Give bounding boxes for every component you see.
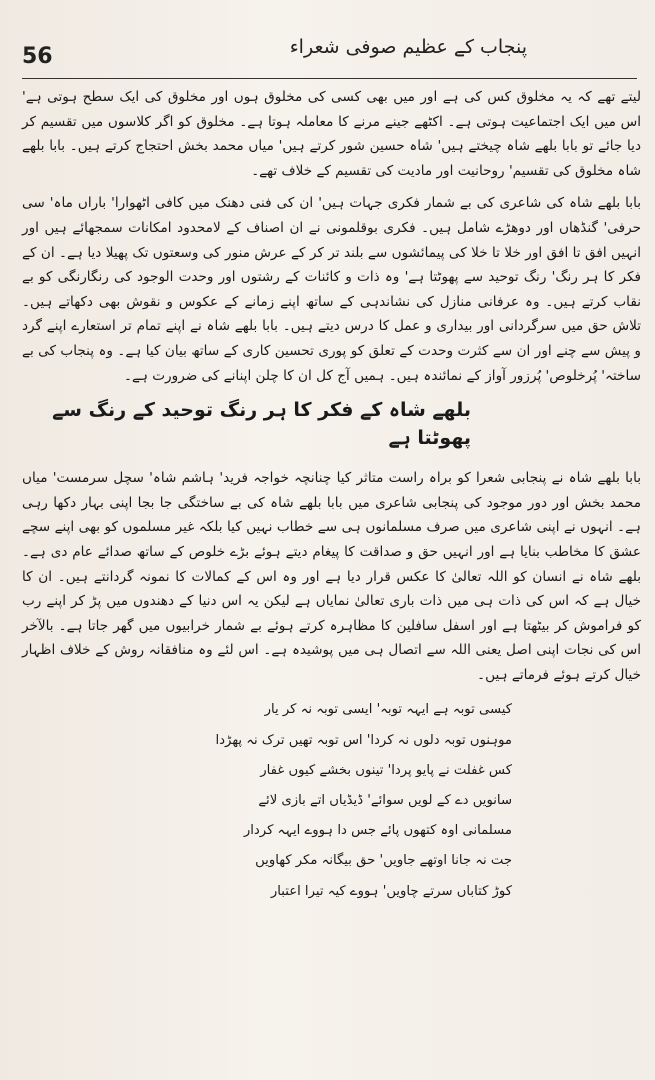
paragraph-2: بابا بلھے شاہ کی شاعری کی بے شمار فکری جہات ہیں' ان کی فنی دھنک میں کافی اٹھوارا' باراں ماہ' سی حرفی' گنڈھاں اور دوھڑے شامل ہیں۔ فکری بوقلمونی نے ان اصناف کے لامحدود امکانات سمجھائے ہیں اور انہیں افق تا افق اور خلا تا خلا کی پیمائشوں سے بلند تر کر کے عرش منور کی وسعتوں تک پھیلا دیا ہے۔ ان کے فکر کا ہر رنگ' رنگ توحید سے پھوٹتا ہے' وہ ذات و کائنات کے رشتوں اور وحدت الوجود کی رنگارنگی کو بے نقاب کرتے ہیں۔ وہ عرفانی منازل کی نشاندہی کے ساتھ اپنے زمانے کے عکوس و نقوش بھی دکھاتے ہیں۔ تلاش حق میں سرگردانی اور بیداری و عمل کا درس دیتے ہیں۔ بابا بلھے شاہ نے اپنے تمام تر استعارے اپنے گرد و پیش سے چنے اور ان سے کثرت وحدت کے تعلق کو پوری تحسین کاری کے ساتھ بیان کیا ہے۔ وہ پنجاب کی بے ساختہ' پُرخلوص' پُرزور آواز کے نمائندہ ہیں۔ ہمیں آج کل ان کا چلن اپنانے کی ضرورت ہے۔ [22, 195, 641, 384]
section-subheading: بلھے شاہ کے فکر کا ہر رنگ توحید کے رنگ سے پھوٹتا ہے [52, 399, 471, 450]
paragraph-1: لیتے تھے کہ یہ مخلوق کس کی ہے اور میں بھی کسی کی مخلوق ہوں اور مخلوق کی ایک سطح ہوتی ہے' اس میں ایک اجتماعیت ہوتی ہے۔ اکٹھے جینے مرنے کا معاملہ ہوتا ہے۔ مخلوق کو اگر کلاسوں میں تقسیم کر دیا جائے تو بابا بلھے شاہ چیختے ہیں' شاہ حسین شور کرتے ہیں' میاں محمد بخش احتجاج کرتے ہیں۔ بابا بلھے شاہ مخلوق کی تقسیم' روحانیت اور مادیت کی تقسیم کے خلاف تھے۔ [22, 89, 641, 179]
verse-line: مسلمانی اوہ کتھوں پائے جس دا ہووے ایہہ کردار [243, 823, 512, 839]
verse-line: کیسی توبہ ہے ایہہ توبہ' ایسی توبہ نہ کر یار [264, 702, 512, 718]
paragraph-3: بابا بلھے شاہ نے پنجابی شعرا کو براہ راست متاثر کیا چنانچہ خواجہ فرید' ہاشم شاہ' سچل سرمست' میاں محمد بخش اور دور موجود کی پنجابی شاعری میں بابا بلھے شاہ کی بے ساختگی جا بجا اپنی بہار دکھا رہی ہے۔ انہوں نے اپنی شاعری میں صرف مسلمانوں ہی سے خطاب نہیں کیا بلکہ غیر مسلموں کو بھی اپنے سچے عشق کا مخاطب بنایا ہے اور انہیں حق و صداقت کا پیغام دیتے ہوئے بڑے خلوص کے ساتھ صدائے عام دی ہے۔ بلھے شاہ نے انسان کو اللہ تعالیٰ کا عکس قرار دیا ہے اور وہ اس کے کمالات کا نمونہ گردانتے ہیں۔ ان کا خیال ہے کہ اس کی ذات ہی میں ذات باری تعالیٰ نمایاں ہے لیکن یہ اس دنیا کے دھندوں میں پڑ کر اپنے رب کو فراموش کر بیٹھتا ہے اور اسفل سافلین کا مظاہرہ کرتے ہوئے بے شمار خرابیوں میں گھر جاتا ہے۔ بالآخر اس کی نجات اپنی اصل یعنی اللہ سے اتصال ہی میں پوشیدہ ہے۔ اس لئے وہ منافقانہ روش کے خلاف اظہار خیال کرتے ہوئے فرماتے ہیں۔ [22, 470, 641, 683]
running-head: پنجاب کے عظیم صوفی شعراء [289, 36, 527, 58]
body-text [22, 85, 641, 388]
verse-line: موہنوں توبہ دلوں نہ کردا' اس توبہ تھیں ترک نہ پھڑدا [215, 732, 512, 748]
page-header [22, 0, 637, 79]
verse-line: کوڑ کتاباں سرتے چاویں' ہووے کیہ تیرا اعتبار [270, 883, 512, 899]
verse-line: جت نہ جانا اوتھے جاویں' حق بیگانہ مکر کھاویں [255, 853, 512, 869]
verse-line: کس غفلت نے پایو پردا' تینوں بخشے کیوں غفار [260, 762, 512, 778]
page-number: 56 [22, 44, 53, 69]
verse-line: سانویں دے کے لویں سوائے' ڈیڈیاں اتے بازی لائے [258, 793, 512, 809]
body-text-continued [22, 466, 641, 687]
poem-verses [172, 695, 512, 906]
